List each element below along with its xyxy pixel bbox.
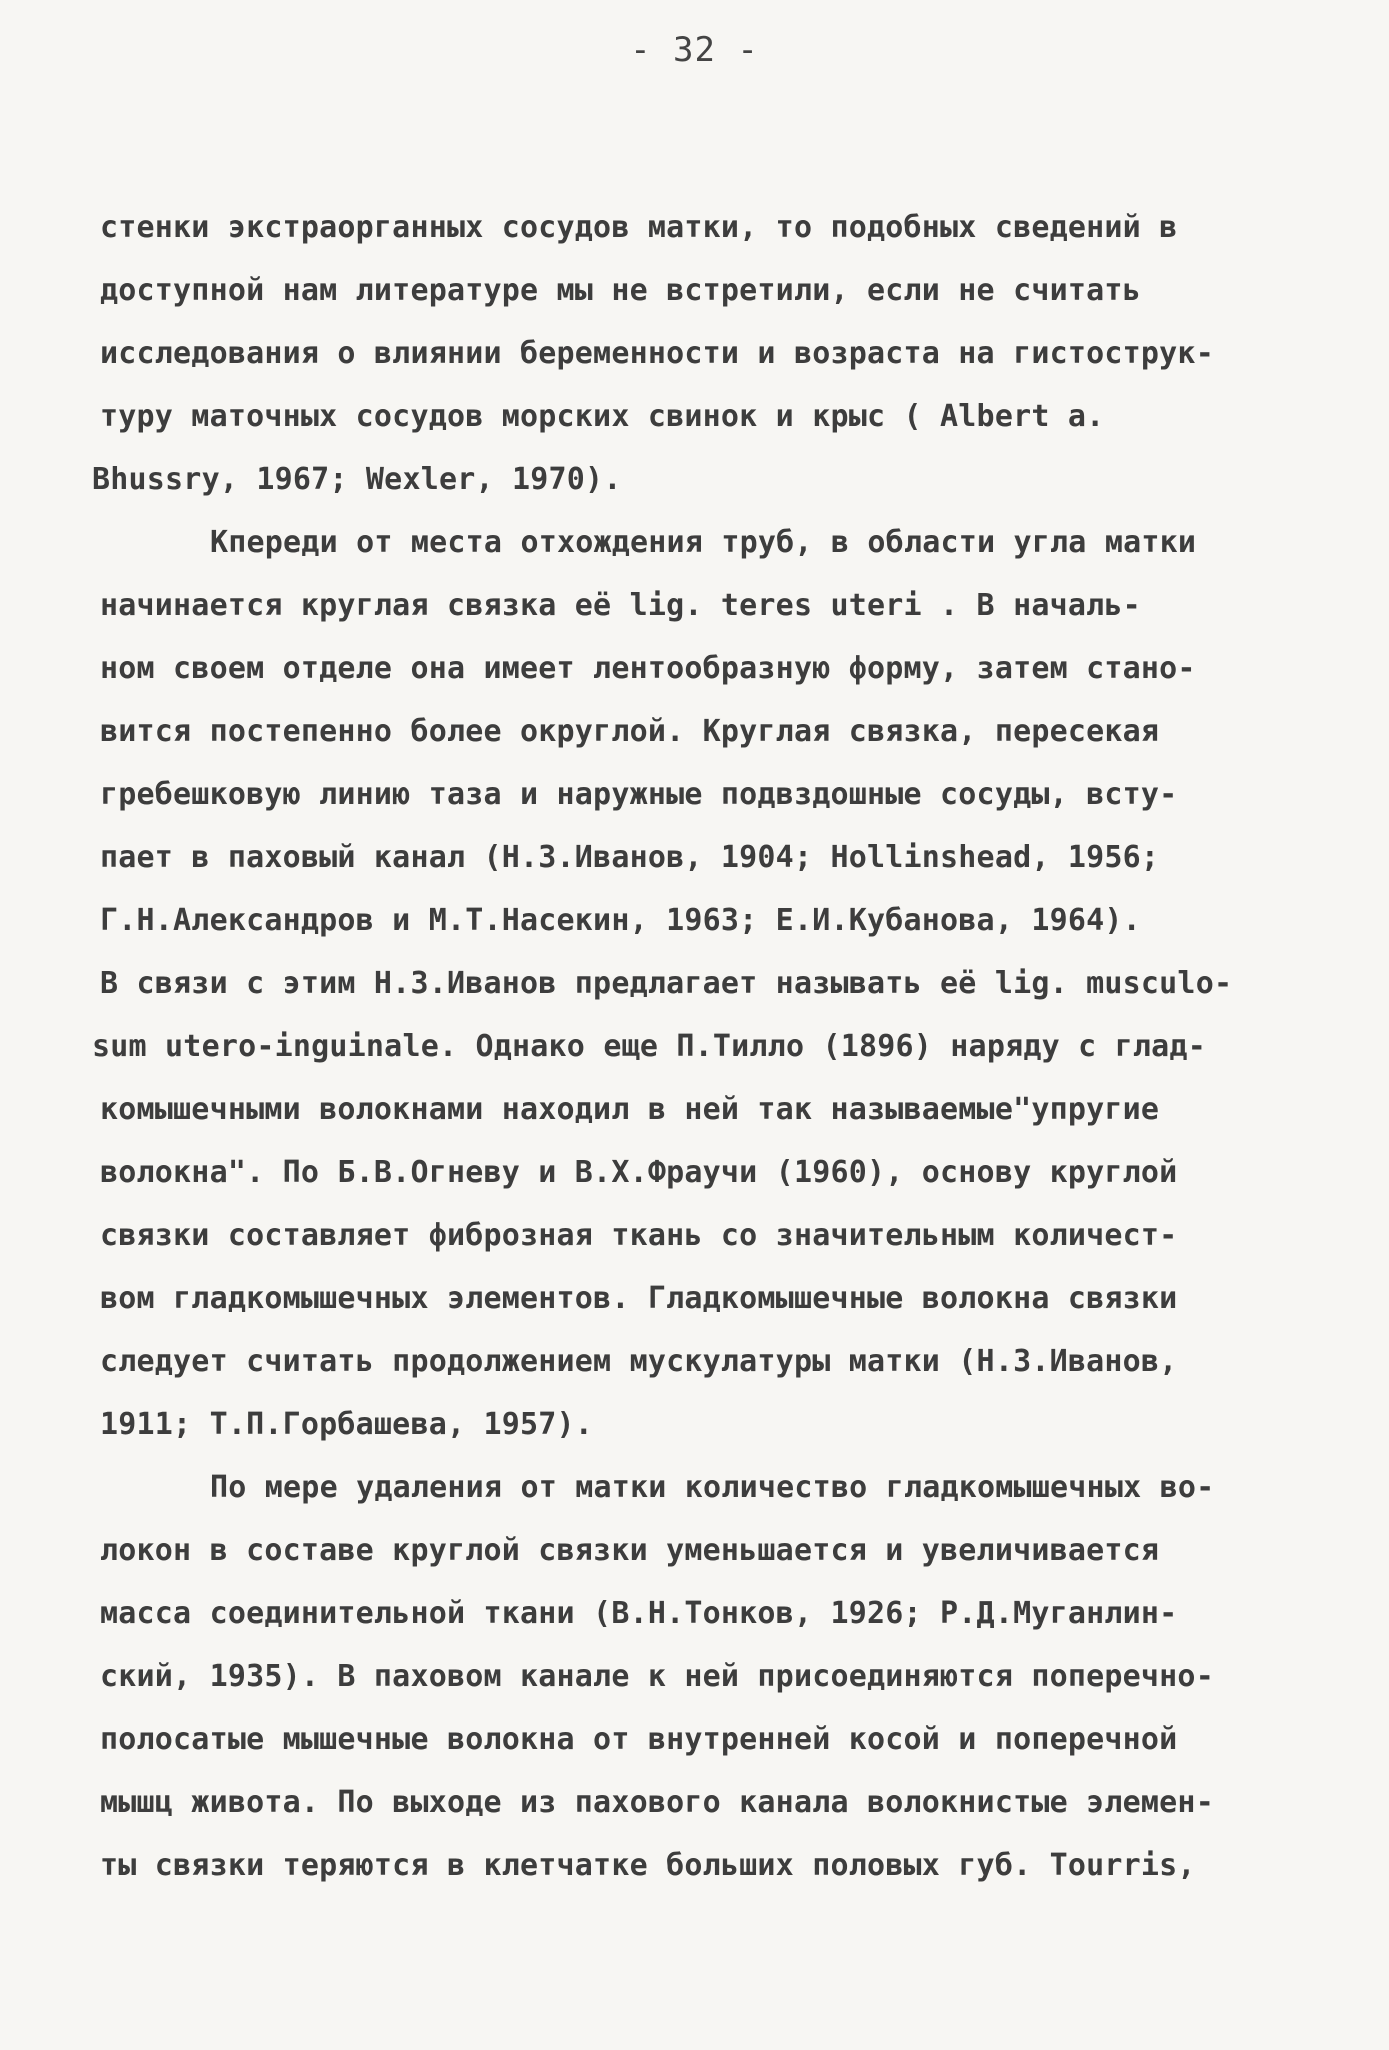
text-line: локон в составе круглой связки уменьшается и увеличивается <box>100 1533 1160 1568</box>
text-line: sum utero-inguinale. Однако еще П.Тилло (1896) наряду с глад- <box>92 1029 1206 1064</box>
text-line: полосатые мышечные волокна от внутренней косой и поперечной <box>100 1722 1178 1757</box>
text-line: Г.Н.Александров и М.Т.Насекин, 1963; Е.И.Кубанова, 1964). <box>100 903 1141 938</box>
text-line: доступной нам литературе мы не встретили, если не считать <box>100 273 1141 308</box>
text-line: исследования о влиянии беременности и возраста на гистострук- <box>100 336 1214 371</box>
text-line: гребешковую линию таза и наружные подвздошные сосуды, всту- <box>100 777 1178 812</box>
text-line: Bhussry, 1967; Wexler, 1970). <box>92 462 622 497</box>
text-line: ном своем отделе она имеет лентообразную форму, затем стано- <box>100 651 1196 686</box>
page-number: - 32 - <box>630 30 759 70</box>
text-line: вится постепенно более округлой. Круглая связка, пересекая <box>100 714 1160 749</box>
text-line: мышц живота. По выходе из пахового канала волокнистые элемен- <box>100 1785 1214 1820</box>
text-line: В связи с этим Н.З.Иванов предлагает называть её lig. musculo- <box>100 966 1233 1001</box>
text-line: масса соединительной ткани (В.Н.Тонков, 1926; Р.Д.Муганлин- <box>100 1596 1178 1631</box>
text-line: следует считать продолжением мускулатуры матки (Н.З.Иванов, <box>100 1344 1178 1379</box>
text-line: туру маточных сосудов морских свинок и крыс ( Albert a. <box>100 399 1105 434</box>
text-line: 1911; Т.П.Горбашева, 1957). <box>100 1407 594 1442</box>
paragraph-first-line: Кпереди от места отхождения труб, в области угла матки <box>210 525 1197 560</box>
text-line: ты связки теряются в клетчатке больших половых губ. Tourris, <box>100 1848 1196 1883</box>
text-line: начинается круглая связка её lig. teres uteri . В началь- <box>100 588 1141 623</box>
text-line: пает в паховый канал (Н.З.Иванов, 1904; Hollinshead, 1956; <box>100 840 1160 875</box>
text-line: вом гладкомышечных элементов. Гладкомышечные волокна связки <box>100 1281 1178 1316</box>
text-line: ский, 1935). В паховом канале к ней присоединяются поперечно- <box>100 1659 1214 1694</box>
text-line: волокна". По Б.В.Огневу и В.Х.Фраучи (1960), основу круглой <box>100 1155 1178 1190</box>
text-line: связки составляет фиброзная ткань со значительным количест- <box>100 1218 1178 1253</box>
body-text <box>92 196 1300 1897</box>
paragraph-first-line: По мере удаления от матки количество гладкомышечных во- <box>210 1470 1215 1505</box>
text-line: стенки экстраорганных сосудов матки, то подобных сведений в <box>100 210 1178 245</box>
text-line: комышечными волокнами находил в ней так называемые"упругие <box>100 1092 1160 1127</box>
